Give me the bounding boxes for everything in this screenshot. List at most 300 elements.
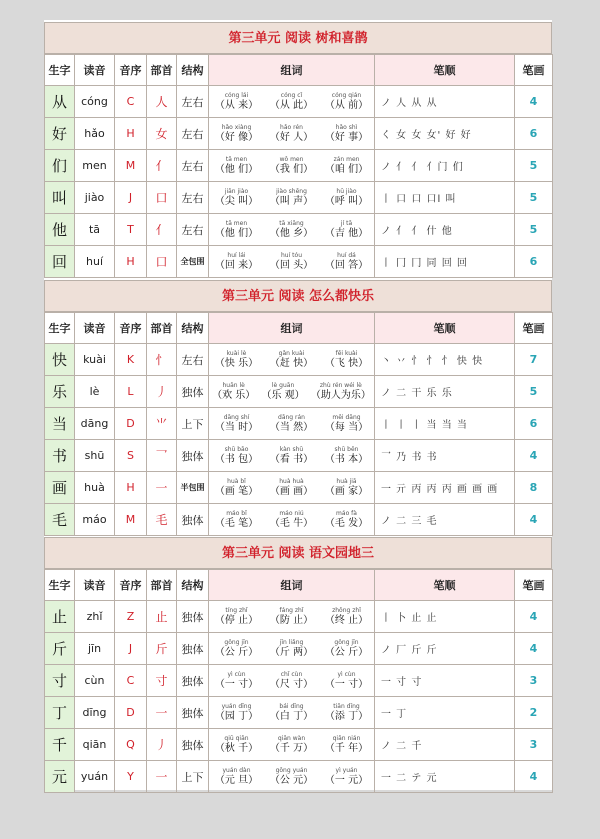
character-cell: 寸 xyxy=(45,665,75,697)
header-row xyxy=(45,570,553,601)
words-cell xyxy=(209,665,375,697)
col-words-header: 组词 xyxy=(209,313,375,344)
word-pinyin: huà jiā xyxy=(336,477,357,485)
pinyin-cell: hǎo xyxy=(75,118,115,150)
stroke-order-cell: ノ 人 从 从 xyxy=(375,86,515,118)
index-letter-cell: H xyxy=(115,472,147,504)
word-item xyxy=(215,350,258,370)
radical-cell: 丿 xyxy=(147,729,177,761)
structure-cell: 左右 xyxy=(177,214,209,246)
stroke-order-cell: 一 寸 寸 xyxy=(375,665,515,697)
word-chinese: （我 们） xyxy=(269,163,314,175)
word-item xyxy=(215,767,258,787)
word-pinyin: fēi kuài xyxy=(335,349,358,357)
section-1 xyxy=(44,22,552,278)
word-item xyxy=(215,671,258,691)
structure-cell: 独体 xyxy=(177,504,209,536)
word-item xyxy=(325,671,368,691)
word-pinyin: hǎo xiàng xyxy=(221,123,252,131)
radical-cell: 毛 xyxy=(147,504,177,536)
word-pinyin: měi dāng xyxy=(332,413,361,421)
words-cell xyxy=(209,697,375,729)
pinyin-cell: cóng xyxy=(75,86,115,118)
word-pinyin: dāng shí xyxy=(223,413,250,421)
word-chinese: （添 丁） xyxy=(324,710,369,722)
section-2 xyxy=(44,280,552,536)
stroke-count-cell: 4 xyxy=(515,601,553,633)
character-cell: 快 xyxy=(45,344,75,376)
stroke-count-cell: 5 xyxy=(515,214,553,246)
word-chinese: （公 斤） xyxy=(214,646,259,658)
word-pinyin: kuài lè xyxy=(226,349,247,357)
words-cell xyxy=(209,408,375,440)
radical-cell: 一 xyxy=(147,761,177,793)
stroke-count-cell: 4 xyxy=(515,440,553,472)
word-pinyin: máo bǐ xyxy=(226,509,247,517)
table-row xyxy=(45,440,553,472)
word-chinese: （千 年） xyxy=(324,742,369,754)
word-chinese: （一 元） xyxy=(324,774,369,786)
word-pinyin: lè guān xyxy=(271,381,295,389)
pinyin-cell: kuài xyxy=(75,344,115,376)
index-letter-cell: L xyxy=(115,376,147,408)
character-cell: 当 xyxy=(45,408,75,440)
word-chinese: （好 像） xyxy=(214,131,259,143)
word-item xyxy=(270,767,313,787)
word-item xyxy=(325,703,368,723)
word-item xyxy=(325,220,368,240)
word-chinese: （尺 寸） xyxy=(269,678,314,690)
stroke-count-cell: 3 xyxy=(515,729,553,761)
pinyin-cell: jīn xyxy=(75,633,115,665)
word-pinyin: yì yuán xyxy=(335,766,358,774)
col-pinyin-header: 读音 xyxy=(75,55,115,86)
stroke-order-cell: ノ 二 三 毛 xyxy=(375,504,515,536)
pinyin-cell: dīng xyxy=(75,697,115,729)
stroke-count-cell: 5 xyxy=(515,150,553,182)
word-chinese: （尖 叫） xyxy=(214,195,259,207)
word-pinyin: tiān dīng xyxy=(333,702,360,710)
radical-cell: 丿 xyxy=(147,376,177,408)
word-pinyin: yì cùn xyxy=(227,670,246,678)
stroke-order-cell: く 女 女 女' 好 好 xyxy=(375,118,515,150)
word-chinese: （公 斤） xyxy=(324,646,369,658)
word-chinese: （欢 乐） xyxy=(212,389,256,401)
word-pinyin: hū jiào xyxy=(336,187,357,195)
word-pinyin: jiān jiào xyxy=(224,187,249,195)
word-pinyin: huà huà xyxy=(279,477,304,485)
word-item xyxy=(325,414,368,434)
col-radical-header: 部首 xyxy=(147,55,177,86)
word-pinyin: cóng cǐ xyxy=(280,91,303,99)
pinyin-cell: dāng xyxy=(75,408,115,440)
word-chinese: （秋 千） xyxy=(214,742,259,754)
structure-cell: 独体 xyxy=(177,601,209,633)
col-strokes-header: 笔顺 xyxy=(375,55,515,86)
word-pinyin: huà bǐ xyxy=(227,477,246,485)
word-item xyxy=(270,607,313,627)
word-item xyxy=(270,252,313,272)
word-pinyin: dāng rán xyxy=(278,413,305,421)
word-item xyxy=(215,510,258,530)
word-pinyin: qiān nián xyxy=(332,734,361,742)
col-structure-header: 结构 xyxy=(177,570,209,601)
word-chinese: （乐 观） xyxy=(261,389,305,401)
stroke-order-cell: 丨 丨 丨 当 当 当 xyxy=(375,408,515,440)
character-cell: 好 xyxy=(45,118,75,150)
table-row xyxy=(45,472,553,504)
word-chinese: （当 然） xyxy=(269,421,314,433)
word-item xyxy=(212,382,255,402)
character-cell: 们 xyxy=(45,150,75,182)
word-item xyxy=(270,156,313,176)
pinyin-cell: huí xyxy=(75,246,115,278)
structure-cell: 独体 xyxy=(177,729,209,761)
word-item xyxy=(325,767,368,787)
character-cell: 从 xyxy=(45,86,75,118)
word-chinese: （终 止） xyxy=(324,614,369,626)
table-row xyxy=(45,86,553,118)
header-row xyxy=(45,313,553,344)
words-cell xyxy=(209,376,375,408)
index-letter-cell: D xyxy=(115,408,147,440)
character-cell: 止 xyxy=(45,601,75,633)
table-row xyxy=(45,633,553,665)
word-item xyxy=(215,156,258,176)
word-chinese: （画 画） xyxy=(269,485,314,497)
words-cell xyxy=(209,246,375,278)
radical-cell: 乛 xyxy=(147,440,177,472)
col-count-header: 笔画 xyxy=(515,313,553,344)
word-chinese: （他 们） xyxy=(214,227,259,239)
word-chinese: （好 事） xyxy=(324,131,369,143)
col-words-header: 组词 xyxy=(209,55,375,86)
word-chinese: （快 乐） xyxy=(214,357,259,369)
word-chinese: （吉 他） xyxy=(324,227,369,239)
header-row xyxy=(45,55,553,86)
index-letter-cell: D xyxy=(115,697,147,729)
words-cell xyxy=(209,86,375,118)
stroke-order-cell: 丶 丷 忄 忄 忄 快 快 xyxy=(375,344,515,376)
stroke-count-cell: 7 xyxy=(515,344,553,376)
stroke-order-cell: ノ 厂 斤 斤 xyxy=(375,633,515,665)
stroke-count-cell: 4 xyxy=(515,633,553,665)
word-chinese: （咱 们） xyxy=(324,163,369,175)
word-item xyxy=(270,220,313,240)
section-title: 第三单元 阅读 怎么都快乐 xyxy=(44,280,552,312)
radical-cell: 一 xyxy=(147,697,177,729)
col-char-header: 生字 xyxy=(45,313,75,344)
word-pinyin: jí tā xyxy=(340,219,353,227)
word-item xyxy=(325,124,368,144)
words-cell xyxy=(209,504,375,536)
section-title: 第三单元 阅读 语文园地三 xyxy=(44,537,552,569)
index-letter-cell: M xyxy=(115,504,147,536)
character-cell: 回 xyxy=(45,246,75,278)
character-cell: 叫 xyxy=(45,182,75,214)
word-pinyin: cóng lái xyxy=(224,91,249,99)
word-chinese: （回 来） xyxy=(214,259,259,271)
word-chinese: （书 包） xyxy=(214,453,259,465)
section-title: 第三单元 阅读 树和喜鹊 xyxy=(44,22,552,54)
word-chinese: （回 头） xyxy=(269,259,314,271)
table-row xyxy=(45,504,553,536)
stroke-count-cell: 2 xyxy=(515,697,553,729)
index-letter-cell: T xyxy=(115,214,147,246)
word-pinyin: wǒ men xyxy=(279,155,304,163)
stroke-order-cell: 丨 卜 止 止 xyxy=(375,601,515,633)
word-chinese: （飞 快） xyxy=(324,357,369,369)
character-table xyxy=(44,312,553,536)
index-letter-cell: C xyxy=(115,665,147,697)
stroke-count-cell: 5 xyxy=(515,182,553,214)
word-chinese: （看 书） xyxy=(269,453,314,465)
word-item xyxy=(325,92,368,112)
word-chinese: （毛 发） xyxy=(324,517,369,529)
stroke-order-cell: ノ 亻 亻 什 他 xyxy=(375,214,515,246)
stroke-order-cell: 丨 冂 冂 同 回 回 xyxy=(375,246,515,278)
index-letter-cell: H xyxy=(115,118,147,150)
radical-cell: 一 xyxy=(147,472,177,504)
structure-cell: 上下 xyxy=(177,408,209,440)
table-row xyxy=(45,408,553,440)
words-cell xyxy=(209,150,375,182)
word-pinyin: tā xiāng xyxy=(279,219,304,227)
word-item xyxy=(270,92,313,112)
stroke-count-cell: 5 xyxy=(515,376,553,408)
radical-cell: 亻 xyxy=(147,214,177,246)
radical-cell: 止 xyxy=(147,601,177,633)
structure-cell: 左右 xyxy=(177,182,209,214)
word-pinyin: huí tóu xyxy=(280,251,302,259)
col-radical-header: 部首 xyxy=(147,570,177,601)
word-pinyin: gǎn kuài xyxy=(278,349,305,357)
word-item xyxy=(311,382,371,402)
pinyin-cell: tā xyxy=(75,214,115,246)
word-pinyin: fáng zhǐ xyxy=(279,606,304,614)
words-cell xyxy=(209,214,375,246)
word-chinese: （斤 两） xyxy=(269,646,314,658)
word-chinese: （好 人） xyxy=(269,131,314,143)
words-cell xyxy=(209,633,375,665)
word-chinese: （白 丁） xyxy=(269,710,314,722)
word-item xyxy=(325,735,368,755)
structure-cell: 左右 xyxy=(177,118,209,150)
stroke-order-cell: ノ 二 干 乐 乐 xyxy=(375,376,515,408)
word-item xyxy=(270,639,313,659)
pinyin-cell: shū xyxy=(75,440,115,472)
pinyin-cell: cùn xyxy=(75,665,115,697)
word-chinese: （当 时） xyxy=(214,421,259,433)
word-pinyin: zhōng zhǐ xyxy=(332,606,361,614)
col-index-header: 音序 xyxy=(115,313,147,344)
word-item xyxy=(215,478,258,498)
word-chinese: （从 来） xyxy=(214,99,259,111)
word-chinese: （赶 快） xyxy=(269,357,314,369)
word-item xyxy=(270,124,313,144)
word-item xyxy=(270,446,313,466)
character-cell: 他 xyxy=(45,214,75,246)
word-chinese: （每 当） xyxy=(324,421,369,433)
word-pinyin: yuán dīng xyxy=(221,702,252,710)
word-item xyxy=(325,252,368,272)
word-chinese: （画 笔） xyxy=(214,485,259,497)
structure-cell: 独体 xyxy=(177,697,209,729)
col-structure-header: 结构 xyxy=(177,313,209,344)
index-letter-cell: Y xyxy=(115,761,147,793)
word-pinyin: tā men xyxy=(225,155,248,163)
table-row xyxy=(45,118,553,150)
word-item xyxy=(215,252,258,272)
pinyin-cell: men xyxy=(75,150,115,182)
word-item xyxy=(215,446,258,466)
words-cell xyxy=(209,761,375,793)
word-chinese: （他 们） xyxy=(214,163,259,175)
table-row xyxy=(45,344,553,376)
word-item xyxy=(325,607,368,627)
word-chinese: （公 元） xyxy=(269,774,314,786)
radical-cell: 口 xyxy=(147,182,177,214)
words-cell xyxy=(209,729,375,761)
word-chinese: （园 丁） xyxy=(214,710,259,722)
words-cell xyxy=(209,118,375,150)
table-row xyxy=(45,376,553,408)
word-pinyin: chǐ cùn xyxy=(280,670,303,678)
index-letter-cell: H xyxy=(115,246,147,278)
index-letter-cell: J xyxy=(115,633,147,665)
word-item xyxy=(325,446,368,466)
pinyin-cell: máo xyxy=(75,504,115,536)
word-pinyin: máo fà xyxy=(336,509,357,517)
structure-cell: 全包围 xyxy=(177,246,209,278)
col-structure-header: 结构 xyxy=(177,55,209,86)
word-item xyxy=(215,607,258,627)
stroke-count-cell: 6 xyxy=(515,246,553,278)
character-cell: 毛 xyxy=(45,504,75,536)
word-pinyin: gōng yuán xyxy=(275,766,308,774)
words-cell xyxy=(209,440,375,472)
word-item xyxy=(325,510,368,530)
table-row xyxy=(45,665,553,697)
word-chinese: （助人为乐） xyxy=(310,389,371,401)
word-item xyxy=(215,414,258,434)
word-pinyin: huí dá xyxy=(337,251,356,259)
col-strokes-header: 笔顺 xyxy=(375,313,515,344)
stroke-count-cell: 4 xyxy=(515,504,553,536)
word-pinyin: hǎo shì xyxy=(335,123,358,131)
section-3 xyxy=(44,537,552,793)
pinyin-cell: yuán xyxy=(75,761,115,793)
word-pinyin: zhù rén wéi lè xyxy=(319,381,362,389)
word-item xyxy=(270,671,313,691)
radical-cell: 女 xyxy=(147,118,177,150)
character-cell: 书 xyxy=(45,440,75,472)
word-pinyin: shū bāo xyxy=(224,445,249,453)
words-cell xyxy=(209,344,375,376)
word-item xyxy=(270,510,313,530)
col-index-header: 音序 xyxy=(115,570,147,601)
radical-cell: 寸 xyxy=(147,665,177,697)
character-table xyxy=(44,569,553,793)
structure-cell: 半包围 xyxy=(177,472,209,504)
word-item xyxy=(215,639,258,659)
word-item xyxy=(270,703,313,723)
col-count-header: 笔画 xyxy=(515,570,553,601)
col-count-header: 笔画 xyxy=(515,55,553,86)
word-chinese: （画 家） xyxy=(324,485,369,497)
word-chinese: （从 此） xyxy=(269,99,314,111)
radical-cell: 斤 xyxy=(147,633,177,665)
word-item xyxy=(270,188,313,208)
stroke-count-cell: 4 xyxy=(515,86,553,118)
word-pinyin: máo niú xyxy=(279,509,304,517)
word-chinese: （书 本） xyxy=(324,453,369,465)
table-row xyxy=(45,761,553,793)
character-cell: 丁 xyxy=(45,697,75,729)
word-item xyxy=(325,639,368,659)
word-pinyin: qiū qiān xyxy=(224,734,249,742)
word-chinese: （一 寸） xyxy=(324,678,369,690)
index-letter-cell: Z xyxy=(115,601,147,633)
structure-cell: 独体 xyxy=(177,665,209,697)
stroke-order-cell: ノ 亻 亻 亻门 们 xyxy=(375,150,515,182)
character-cell: 画 xyxy=(45,472,75,504)
structure-cell: 左右 xyxy=(177,344,209,376)
stroke-order-cell: 一 丁 xyxy=(375,697,515,729)
radical-cell: 口 xyxy=(147,246,177,278)
stroke-order-cell: 一 二 テ 元 xyxy=(375,761,515,793)
col-pinyin-header: 读音 xyxy=(75,313,115,344)
character-cell: 千 xyxy=(45,729,75,761)
character-cell: 元 xyxy=(45,761,75,793)
word-pinyin: tíng zhǐ xyxy=(225,606,248,614)
word-item xyxy=(215,220,258,240)
col-words-header: 组词 xyxy=(209,570,375,601)
col-index-header: 音序 xyxy=(115,55,147,86)
stroke-count-cell: 6 xyxy=(515,118,553,150)
character-cell: 斤 xyxy=(45,633,75,665)
word-pinyin: jiào shēng xyxy=(276,187,307,195)
col-strokes-header: 笔顺 xyxy=(375,570,515,601)
word-pinyin: tā men xyxy=(225,219,248,227)
structure-cell: 左右 xyxy=(177,86,209,118)
radical-cell: 人 xyxy=(147,86,177,118)
word-pinyin: huān lè xyxy=(222,381,245,389)
word-item xyxy=(215,92,258,112)
word-pinyin: kàn shū xyxy=(279,445,304,453)
word-item xyxy=(325,478,368,498)
word-item xyxy=(270,350,313,370)
word-pinyin: zán men xyxy=(333,155,360,163)
character-cell: 乐 xyxy=(45,376,75,408)
col-char-header: 生字 xyxy=(45,570,75,601)
word-pinyin: huí lái xyxy=(227,251,246,259)
word-pinyin: cóng qián xyxy=(331,91,362,99)
pinyin-cell: qiān xyxy=(75,729,115,761)
word-pinyin: jīn liǎng xyxy=(279,638,304,646)
stroke-order-cell: ノ 二 千 xyxy=(375,729,515,761)
col-pinyin-header: 读音 xyxy=(75,570,115,601)
index-letter-cell: S xyxy=(115,440,147,472)
table-row xyxy=(45,182,553,214)
index-letter-cell: Q xyxy=(115,729,147,761)
word-pinyin: gōng jīn xyxy=(224,638,249,646)
index-letter-cell: K xyxy=(115,344,147,376)
radical-cell: ⺌ xyxy=(147,408,177,440)
word-chinese: （千 万） xyxy=(269,742,314,754)
words-cell xyxy=(209,601,375,633)
col-radical-header: 部首 xyxy=(147,313,177,344)
